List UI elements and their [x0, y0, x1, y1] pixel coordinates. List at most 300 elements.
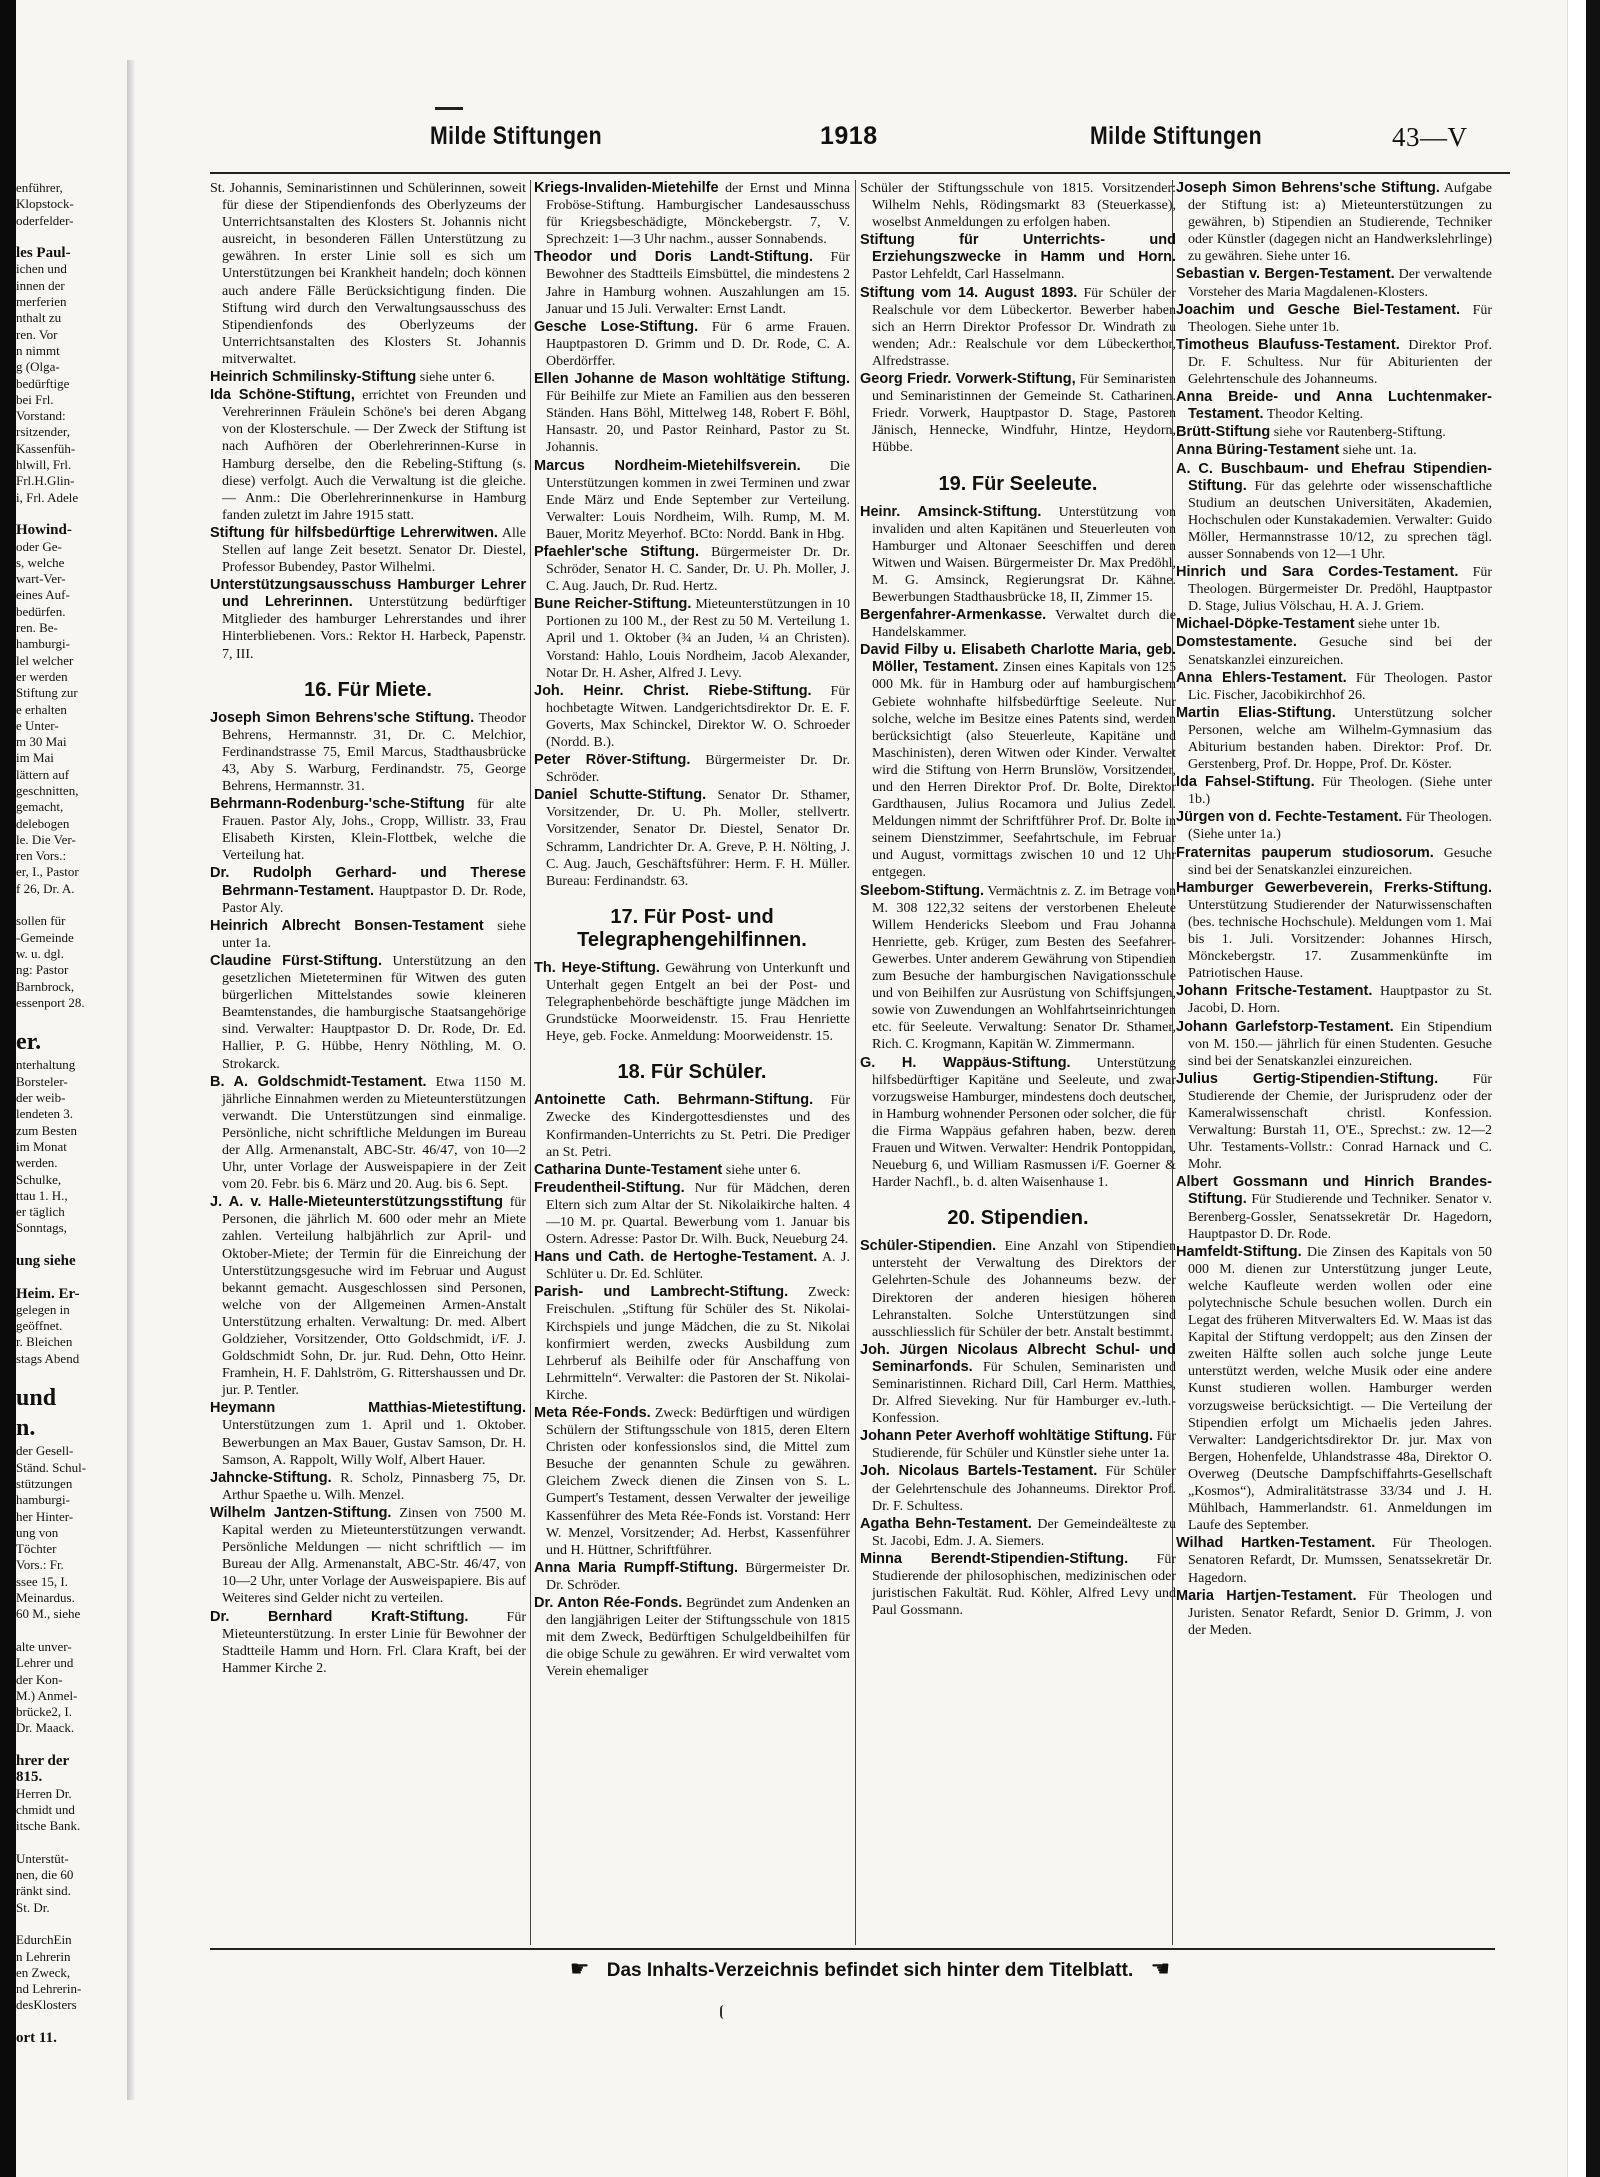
previous-page-line: er werden	[16, 668, 68, 684]
foundation-description: Ein Stipendium von M. 150.— jährlich für einen Studenten. Gesuche sind bei der Senatskanzlei einzureichen.	[1188, 1019, 1492, 1069]
previous-page-line: Unterstüt-	[16, 1850, 69, 1866]
foundation-entry	[1176, 983, 1492, 1017]
foundation-description: Die Unterstützungen kommen in zwei Terminen und zwar Ende März und Ende September zur Verteilung. Verwalter: Louis Nordheim, Wilh. Rump, M. M. Bauer, Moritz Meyerhof. BCto: Nordd. Bank in Hbg.	[546, 458, 850, 542]
previous-page-line: Ständ. Schul-	[16, 1459, 87, 1475]
foundation-entry	[1176, 705, 1492, 773]
text-column-4	[1176, 180, 1492, 1950]
foundation-name: A. C. Buschbaum- und Ehefrau Stipendien-Stiftung.	[1176, 460, 1492, 494]
foundation-name: Peter Röver-Stiftung.	[534, 752, 691, 769]
foundation-entry	[534, 1249, 850, 1283]
foundation-name: Domstestamente.	[1176, 634, 1297, 651]
column-rule	[855, 180, 856, 1945]
previous-page-line: ichen und	[16, 261, 67, 277]
foundation-entry	[534, 458, 850, 543]
foundation-entry	[534, 319, 850, 370]
previous-page-line: stützungen	[16, 1475, 73, 1491]
foundation-entry	[210, 953, 526, 1073]
previous-page-line: n nimmt	[16, 342, 60, 358]
page-number: 43—V	[1392, 122, 1468, 152]
foundation-name: Gesche Lose-Stiftung.	[534, 318, 699, 335]
foundation-description: Vermächtnis z. Z. im Betrage von M. 308 122,32 seitens der verstorbenen Eheleute Willem Hendericks Sleebom und Frau Johanna Henriette, geb. Krüger, zum Besten des Seefahrer-Gewerbes. Unter anderem Gewährung von Stipendien zum Besuche der hamburgischen Navigationsschule und von Beihilfen zur Ausrüstung von Schiffsjungen, sowie von Zuwendungen an Wohlfahrtseinrichtungen etc. für Seeleute. Verwaltung: Senator Dr. Sthamer, Rich. C. Krogmann, Kapitän W. Zimmermann.	[872, 883, 1176, 1053]
foundation-description: Die Zinsen des Kapitals von 50 000 M. dienen zur Unterstützung junger Leute, welche Kaufleute werden wollen oder eine polytechnische Schule besuchen wollen. Durch ein Legat des früheren Mitverwalters Ed. W. Maas ist das Kapital der Stiftung verdoppelt; aus den Zinsen der zweiten Hälfte sollen auch solche junge Leute unterstützt werden, welche Musik oder eine andere Kunst studieren wollen. Hamburger werden vorzugsweise berücksichtigt. — Die Verteilung der Stipendien erfolgt um Michaelis jeden Jahres. Verwalter: Landgerichtsdirektor Dr. jur. Max von Bergen, Hohenfelde, Uhlandstrasse 48a, Direktor O. Overweg (Deutsche Dampfschiffahrts-Gesellschaft „Kosmos“), Admiralitätstrasse 33/34 und J. H. Mühlbach, Hammerlandstr. 61. Anmeldungen im Laufe des September.	[1188, 1244, 1492, 1534]
foundation-entry	[534, 371, 850, 456]
previous-page-line: merferien	[16, 294, 67, 310]
foundation-description: Verwaltet durch die Handelskammer.	[872, 608, 1176, 641]
previous-page-line: e erhalten	[16, 701, 67, 717]
previous-page-line: geöffnet.	[16, 1318, 63, 1334]
previous-page-line: w. u. dgl.	[16, 945, 64, 961]
previous-page-line: Vorstand:	[16, 408, 66, 424]
foundation-name: Bergenfahrer-Armenkasse.	[860, 607, 1047, 624]
previous-page-line: er.	[16, 1029, 42, 1056]
previous-page-line: itsche Bank.	[16, 1818, 81, 1834]
footer-rule	[210, 1948, 1495, 1950]
foundation-name: Joh. Jürgen Nicolaus Albrecht Schul- und Seminarfonds.	[860, 1341, 1176, 1375]
foundation-entry	[860, 504, 1176, 607]
foundation-entry	[1176, 564, 1492, 615]
foundation-name: Antoinette Cath. Behrmann-Stiftung.	[534, 1092, 814, 1109]
foundation-entry	[210, 577, 526, 662]
foundation-description: Für Theologen. Siehe unter 1b.	[1188, 302, 1492, 335]
previous-page-line: der Kon-	[16, 1671, 63, 1687]
previous-page-line: Stiftung zur	[16, 685, 78, 701]
foundation-entry	[210, 1400, 526, 1468]
foundation-description: Pastor Lehfeldt, Carl Hasselmann.	[872, 267, 1065, 283]
foundation-entry	[1176, 1019, 1492, 1070]
foundation-name: Pfaehler'sche Stiftung.	[534, 543, 700, 560]
previous-page-line: hamburgi-	[16, 636, 70, 652]
page-header	[200, 122, 1470, 158]
foundation-description: St. Johannis, Seminaristinnen und Schülerinnen, soweit für diese der Stipendienfonds des Oberlyzeums der Unterrichtsanstalten des Klosters St. Johannis nicht ausreicht, in besonderen Fällen Unterstützung zu gewähren. In erster Linie soll es sich um Unterstützungen bei Krankheit handeln; doch können auch andere Fälle Berücksichtigung finden. Die Stiftung wird durch den Verwaltungsausschuss des Stipendienfonds des Oberlyzeums der Unterrichtsanstalten des Klosters St. Johannis mitverwaltet.	[210, 181, 526, 367]
foundation-entry	[1176, 845, 1492, 879]
footer-note: Das Inhalts-Verzeichnis befindet sich hinter dem Titelblatt.	[606, 1960, 1134, 1981]
foundation-entry	[860, 1428, 1176, 1462]
foundation-entry	[860, 1516, 1176, 1550]
section-heading: 17. Für Post- und Telegraphengehilfinnen.	[577, 905, 807, 951]
foundation-entry	[1176, 774, 1492, 808]
foundation-entry	[534, 1560, 850, 1594]
foundation-description: errichtet von Freunden und Verehrerinnen Fräulein Schöne's bei deren Abgang von der Klosterschule. — Der Zweck der Stiftung ist nach Aufhören der Oberlehrerinnen-Kurse in Hamburg derselbe, den die Rebeling-Stiftung (s. diese) verfolgt. Auch die Verwaltung ist die gleiche. — Anm.: Die Oberlehrerinnenkurse in Hamburg fanden zuletzt im Jahre 1915 statt.	[222, 388, 526, 523]
foundation-name: Sleebom-Stiftung.	[860, 882, 985, 899]
pointing-hand-right-icon: ☛	[569, 1956, 590, 1981]
previous-page-line: ttau 1. H.,	[16, 1187, 68, 1203]
foundation-entry	[534, 787, 850, 890]
foundation-name: Anna Ehlers-Testament.	[1176, 669, 1347, 686]
previous-page-line: geschnitten,	[16, 782, 79, 798]
previous-page-line: Sonntags,	[16, 1220, 67, 1236]
foundation-description: für alte Frauen. Pastor Aly, Johs., Cropp, Willistr. 33, Frau Elisabeth Kirsten, Klein-Flottbek, welche die Verteilung hat.	[222, 797, 526, 864]
foundation-name: Johann Garlefstorp-Testament.	[1176, 1018, 1394, 1035]
text-column-2	[534, 180, 850, 1950]
previous-page-line: ränkt sind.	[16, 1883, 71, 1899]
foundation-name: Johann Peter Averhoff wohltätige Stiftung.	[860, 1428, 1154, 1445]
foundation-entry	[860, 371, 1176, 456]
foundation-name: Ida Fahsel-Stiftung.	[1176, 774, 1315, 791]
foundation-description: Aufgabe der Stiftung ist: a) Mieteunterstützungen zu gewähren, b) Stipendien an Studierende, Techniker oder Künstler (dagegen nicht an Handwerkslehrlinge) zu gewähren. Siehe unter 16.	[1188, 181, 1492, 265]
previous-page-line: innen der	[16, 277, 65, 293]
previous-page-line: nen, die 60	[16, 1867, 74, 1883]
previous-page-line: ng: Pastor	[16, 962, 69, 978]
foundation-name: Heinr. Amsinck-Stiftung.	[860, 503, 1042, 520]
section-heading: 20. Stipendien.	[947, 1207, 1089, 1230]
foundation-entry	[1176, 337, 1492, 388]
foundation-name: Meta Rée-Fonds.	[534, 1405, 651, 1421]
header-rule	[210, 172, 1510, 174]
foundation-name: Hinrich und Sara Cordes-Testament.	[1176, 564, 1459, 581]
previous-page-line: alte unver-	[16, 1638, 72, 1654]
foundation-description: Bürgermeister Dr. Dr. Schröder, Senator H. C. Sander, Dr. U. Ph. Moller, J. C. Aug. Jauch, Dr. Rud. Hertz.	[546, 544, 850, 595]
foundation-description: Unterstützungen zum 1. April und 1. Oktober. Bewerbungen an Max Bauer, Gustav Samson, Dr. H. Samson, A. Rappolt, Willy Wolf, Albert Hauer.	[222, 1418, 526, 1468]
previous-page-line: M.) Anmel-	[16, 1687, 78, 1703]
foundation-description: Unterstützung solcher Personen, welche am Wilhelm-Gymnasium das Abiturium bestanden haben. Direktor: Prof. Dr. Gerstenberg, Prof. Dr. Hoppe, Prof. Dr. Köster.	[1188, 705, 1492, 773]
foundation-description: Für Theologen. Senatoren Refardt, Dr. Mumssen, Senatssekretär Dr. Hagedorn.	[1188, 1536, 1492, 1586]
foundation-name: Ellen Johanne de Mason wohltätige Stiftung.	[534, 371, 850, 388]
foundation-entry	[860, 1463, 1176, 1514]
foundation-description: Der Gemeindeälteste zu St. Jacobi, Edm. J. A. Siemers.	[872, 1516, 1176, 1549]
foundation-name: Joh. Heinr. Christ. Riebe-Stiftung.	[534, 682, 812, 699]
foundation-name: G. H. Wappäus-Stiftung.	[860, 1054, 1071, 1071]
foundation-description: Für Theologen. (Siehe unter 1b.)	[1188, 775, 1492, 808]
section-heading: 16. Für Miete.	[304, 678, 432, 701]
previous-page-line: 60 M., siehe	[16, 1606, 81, 1622]
scan-margin-right	[1567, 0, 1586, 2177]
foundation-entry	[210, 1609, 526, 1677]
previous-page-line: der weib-	[16, 1090, 66, 1106]
foundation-entry	[210, 1505, 526, 1608]
previous-page-line: -Gemeinde	[16, 929, 74, 945]
previous-page-line: m 30 Mai	[16, 734, 67, 750]
previous-page-line: lendeten 3.	[16, 1106, 74, 1122]
foundation-description: Für Schüler der Realschule vor dem Lübeckertor. Bewerber haben sich an Herrn Direktor Professor Dr. Windrath zu wenden; Adr.: Realschule vor dem Lübeckerthor, Alfredstrasse.	[872, 285, 1176, 369]
previous-page-line: ort 11.	[16, 2030, 57, 2047]
foundation-entry	[210, 865, 526, 916]
foundation-name: Freudentheil-Stiftung.	[534, 1179, 685, 1196]
foundation-description: Unterstützung Studierender der Naturwissenschaften (bes. technische Hochschule). Meldungen vom 1. Mai bis 1. Juli. Vorsitzender: Johannes Hirsch, Mönckebergstr. 17. Zusammenkünfte im Patriotischen Hause.	[1188, 897, 1492, 982]
previous-page-line	[16, 1011, 124, 1027]
previous-page-line: lel welcher	[16, 652, 74, 668]
foundation-name: Dr. Rudolph Gerhard- und Therese Behrmann-Testament.	[210, 865, 526, 899]
previous-page-line: n.	[16, 1415, 36, 1442]
foundation-description: Gewährung von Unterkunft und Unterhalt gegen Entgelt an bei der Post- und Telegraphenbehörde beschäftigte junge Mädchen im Grundstücke Moorweidenstr. 15. Frau Henriette Heye, geb. Focke. Anmeldung: Moorweidenstr. 15.	[546, 960, 850, 1045]
foundation-entry	[210, 369, 526, 386]
foundation-entry	[1176, 302, 1492, 336]
previous-page-line: und	[16, 1385, 57, 1412]
foundation-description: Für Schüler der Gelehrtenschule des Johanneums. Direktor Prof. Dr. F. Schultess.	[872, 1464, 1176, 1514]
foundation-description: Senator Dr. Sthamer, Vorsitzender, Dr. U. Ph. Moller, stellvertr. Vorsitzender, Senator Dr. Diestel, Senator Dr. Schramm, Landrichter Dr. A. Greve, P. H. Nölting, J. C. Aug. Jauch, Geschäftsführer: Herm. F. H. Müller. Bureau: Ferdinandstr. 63.	[546, 788, 850, 889]
foundation-name: Th. Heye-Stiftung.	[534, 959, 660, 976]
foundation-description: Für Beihilfe zur Miete an Familien aus den besseren Ständen. Hans Böhl, Mittelweg 148, Robert F. Böhl, Hansastr. 20, und Pastor Reinhard, Pastor zu St. Johannis.	[546, 389, 850, 456]
previous-page-line: Howind-	[16, 522, 72, 539]
previous-page-line	[16, 2014, 124, 2030]
previous-page-line: essenport 28.	[16, 994, 85, 1010]
foundation-description: Für Theologen und Juristen. Senator Refardt, Senior D. Grimm, J. von der Meden.	[1188, 1588, 1492, 1638]
foundation-description: für Personen, die jährlich M. 600 oder mehr an Miete zahlen. Verteilung halbjährlich zur April- und Oktober-Miete; der Termin für die Einreichung der Unterstützungsgesuche wird im Februar und August bekannt gemacht. Ausgeschlossen sind Personen, welche von der Allgemeinen Armen-Anstalt Unterstützung erhalten. Verwaltung: Dr. med. Albert Goldzieher, Vorsitzender, Otto Goldschmidt, i/F. J. Goldschmidt Sohn, Dr. jur. Rud. Dehn, Otto Heinr. Framhein, H. F. Dahlström, G. Rittershaussen und Dr. jur. P. Tentler.	[222, 1195, 526, 1399]
foundation-description: Für Studierende, für Schüler und Künstler siehe unter 1a.	[872, 1429, 1176, 1462]
foundation-description: Unterstützung an den gesetzlichen Mieteterminen für Witwen des guten bürgerlichen Mittelstandes sowie kleineren Beamtenstandes, die hamburgische Staatsangehörige sind. Verwalter: Hauptpastor D. Dr. Rode, Dr. Ed. Hallier, P. G. Hübbe, Henry Nöthling, M. O. Strokarck.	[222, 953, 526, 1072]
previous-page-line	[16, 1835, 124, 1851]
foundation-description: Nur für Mädchen, deren Eltern sich zum Altar der St. Nikolaikirche halten. 4—10 M. pr. Quartal. Bewerbung vom 1. Januar bis Ostern. Adresse: Pastor Dr. Wilh. Buck, Neueburg 24.	[546, 1180, 850, 1248]
foundation-name: Theodor und Doris Landt-Stiftung.	[534, 249, 813, 266]
foundation-name: Parish- und Lambrecht-Stiftung.	[534, 1284, 789, 1301]
foundation-description: Hauptpastor zu St. Jacobi, D. Horn.	[1188, 984, 1492, 1017]
foundation-description: Unterstützung hilfsbedürftiger Kapitäne und Seeleute, und zwar vorzugsweise Hamburger, mindestens doch deutscher, in Hamburg wohnender Personen oder solcher, die für die Firma Wappäus gefahren haben, bezw. deren Frauen und Witwen. Verwalter: Hendrik Pontoppidan, Neueburg 6, und William Rasmussen i/F. Goerner & Harder Nachfl., b. d. alten Waisenhause 1.	[872, 1055, 1176, 1191]
previous-page-line: Frl.H.Glin-	[16, 473, 75, 489]
foundation-entry	[534, 1180, 850, 1248]
previous-page-line: nterhaltung	[16, 1057, 76, 1073]
previous-page-line: le. Die Ver-	[16, 831, 76, 847]
foundation-description: Mieteunterstützungen in 10 Portionen zu 100 M., der Rest zu 50 M. Verteilung 1. April und 1. Oktober (¾ an Juden, ¼ an Christen). Vorstand: Hahlo, Louis Nordheim, Jacob Alexander, Notar Dr. H. Asher, Alfred J. Levy.	[546, 597, 850, 681]
previous-page-line: f 26, Dr. A.	[16, 880, 75, 896]
foundation-entry	[1176, 634, 1492, 668]
foundation-description: Für Studierende der Chemie, der Jurisprudenz oder der Kameralwissenschaft christl. Konfession. Verwaltung: Burstah 11, O'E., Sprechst.: zw. 12—2 Uhr. Testaments-Vollstr.: Conrad Harnack und C. Mohr.	[1188, 1071, 1492, 1173]
scan-edge-right	[1586, 0, 1600, 2177]
foundation-name: Stiftung für hilfsbedürftige Lehrerwitwen.	[210, 524, 498, 541]
book-gutter	[127, 60, 135, 2100]
previous-page-line: ssee 15, I.	[16, 1573, 68, 1589]
previous-page-line: Meinardus.	[16, 1590, 75, 1606]
previous-page-line: delebogen	[16, 815, 70, 831]
foundation-description: Gesuche sind bei der Senatskanzlei einzureichen.	[1188, 635, 1492, 668]
previous-page-line: r. Bleichen	[16, 1334, 73, 1350]
foundation-description: Direktor Prof. Dr. F. Schultess. Nur für Abiturienten der Gelehrtenschule des Johanneums.	[1188, 337, 1492, 388]
foundation-name: Johann Fritsche-Testament.	[1176, 983, 1373, 1000]
foundation-name: Dr. Bernhard Kraft-Stiftung.	[210, 1608, 469, 1625]
previous-page-line: les Paul-	[16, 245, 71, 262]
foundation-name: Catharina Dunte-Testament	[534, 1161, 723, 1178]
previous-page-line: Töchter	[16, 1541, 57, 1557]
foundation-entry	[1176, 1588, 1492, 1639]
foundation-name: Agatha Behn-Testament.	[860, 1515, 1032, 1532]
previous-page-line: er täglich	[16, 1204, 65, 1220]
previous-page-line	[16, 229, 124, 245]
previous-page-line: n Lehrerin	[16, 1948, 71, 1964]
foundation-description: Zweck: Bedürftigen und würdigen Schülern der Stiftungsschule von 1815, deren Eltern Christen oder konfessionslos sind, die Mittel zum Besuche der genannten Schule zu gewähren. Gleichem Zweck dienen die Zinsen von S. L. Gumpert's Testament, dessen Verwalter der jeweilige Kassenführer des Meta Rée-Fonds ist. Vorstand: Herr W. Menzel, Vorsitzender; Ad. Herbst, Kassenführer und H. Hüttner, Schriftführer.	[546, 1406, 850, 1558]
foundation-entry	[1176, 1535, 1492, 1586]
foundation-entry	[860, 180, 1176, 231]
previous-page-line: oderfelder-	[16, 212, 74, 228]
foundation-description: Bürgermeister Dr. Dr. Schröder.	[546, 753, 850, 786]
foundation-description: Für Bewohner des Stadtteils Eimsbüttel, die mindestens 2 Jahre in Hamburg wohnen. Auszahlungen am 15. Januar und 15 Juli. Verwalter: Ernst Landt.	[546, 250, 850, 317]
foundation-entry	[210, 387, 526, 524]
running-head-left: Milde Stiftungen	[430, 122, 603, 150]
foundation-description: A. J. Schlüter u. Dr. Ed. Schlüter.	[546, 1250, 850, 1283]
foundation-entry	[534, 1284, 850, 1404]
previous-page-line	[16, 1269, 124, 1285]
page-footer	[420, 1956, 1320, 1982]
foundation-entry	[534, 249, 850, 317]
previous-page-line: i, Frl. Adele	[16, 489, 79, 505]
foundation-description: Bürgermeister Dr. Dr. Schröder.	[546, 1560, 850, 1593]
foundation-entry	[534, 1405, 850, 1559]
foundation-entry	[1176, 461, 1492, 564]
previous-page-line: im Mai	[16, 750, 54, 766]
foundation-description: siehe unter 6.	[725, 1162, 801, 1178]
foundation-description: Für das gelehrte oder wissenschaftliche Studium an deutschen Universitäten, Akademien, Hochschulen oder Kunstakademien. Verwalter: Guido Möller, Hermannstrasse 10/12, zu sprechen tägl. ausser Sonnabends von 12—1 Uhr.	[1188, 478, 1492, 562]
foundation-entry	[860, 883, 1176, 1054]
foundation-name: B. A. Goldschmidt-Testament.	[210, 1073, 427, 1090]
scan-speck	[720, 2005, 732, 2019]
foundation-name: Joseph Simon Behrens'sche Stiftung.	[1176, 180, 1440, 196]
foundation-name: Georg Friedr. Vorwerk-Stiftung,	[860, 371, 1076, 388]
foundation-name: Heinrich Albrecht Bonsen-Testament	[210, 917, 484, 934]
foundation-entry	[1176, 880, 1492, 983]
foundation-description: Der verwaltende Vorsteher des Maria Magdalenen-Klosters.	[1188, 267, 1492, 300]
previous-page-line: oder Ge-	[16, 538, 62, 554]
foundation-name: Maria Hartjen-Testament.	[1176, 1587, 1357, 1604]
foundation-description: siehe unt. 1a.	[1342, 443, 1417, 459]
foundation-description: Theodor Kelting.	[1266, 407, 1364, 423]
previous-page-line: Kassenfüh-	[16, 440, 76, 456]
previous-page-line	[16, 1916, 124, 1932]
foundation-entry	[1176, 266, 1492, 300]
scan-edge-left	[0, 0, 16, 2177]
foundation-description: Für Theologen. (Siehe unter 1a.)	[1188, 810, 1492, 843]
previous-page-line: her Hinter-	[16, 1508, 74, 1524]
previous-page-line: nthalt zu	[16, 310, 62, 326]
foundation-entry	[860, 285, 1176, 370]
previous-page-line: bedürftige	[16, 375, 70, 391]
foundation-name: Marcus Nordheim-Mietehilfsverein.	[534, 457, 801, 474]
previous-page-strip	[16, 180, 124, 2080]
foundation-description: Für Studierende und Techniker. Senator v. Berenberg-Gossler, Senatssekretär Dr. Hagedorn, Hauptpastor D. Dr. Rode.	[1188, 1192, 1492, 1242]
foundation-description: Unterstützung von invaliden und alten Kapitänen und Steuerleuten von Hamburger und Altonaer Seeschiffen und deren Witwen und Waisen. Bürgermeister Dr. Max Predöhl, M. G. Amsinck, Regierungsrat Dr. Kähne. Bewerbungen Stadthausbrücke 18, II, Zimmer 15.	[872, 504, 1176, 605]
foundation-name: Heymann Matthias-Mietestiftung.	[210, 1400, 526, 1417]
foundation-name: Albert Gossmann und Hinrich Brandes-Stiftung.	[1176, 1174, 1492, 1208]
foundation-entry	[210, 1194, 526, 1399]
foundation-name: Anna Büring-Testament	[1176, 442, 1340, 459]
foundation-entry	[210, 710, 526, 795]
previous-page-line: eines Auf-	[16, 587, 70, 603]
foundation-name: Heinrich Schmilinsky-Stiftung	[210, 369, 417, 386]
previous-page-line: ung siehe	[16, 1253, 76, 1269]
foundation-description: Für Theologen. Bürgermeister Dr. Predöhl, Hauptpastor D. Stage, Julius Völschau, H. A. J. Griem.	[1188, 565, 1492, 615]
foundation-name: Julius Gertig-Stipendien-Stiftung.	[1176, 1070, 1439, 1087]
foundation-name: Fraternitas pauperum studiosorum.	[1176, 844, 1434, 861]
previous-page-line: gelegen in	[16, 1301, 70, 1317]
previous-page-line: brücke2, I.	[16, 1704, 72, 1720]
foundation-name: Wilhad Hartken-Testament.	[1176, 1535, 1376, 1552]
foundation-entry	[210, 1470, 526, 1504]
foundation-entry	[534, 180, 850, 248]
foundation-description: Für 6 arme Frauen. Hauptpastoren D. Grimm und D. Dr. Rode, C. A. Oberdörffer.	[546, 319, 850, 369]
previous-page-line	[16, 506, 124, 522]
previous-page-line: nd Lehrerin-	[16, 1981, 82, 1997]
foundation-entry	[534, 1595, 850, 1680]
previous-page-line: St. Dr.	[16, 1899, 50, 1915]
previous-page-line: g (Olga-	[16, 359, 60, 375]
foundation-description: Unterstützung bedürftiger Mitglieder des hamburger Lehrerstandes und ihrer Hinterbliebenen. Vors.: Rektor H. Harbeck, Papenstr. 7, III.	[222, 595, 526, 662]
previous-page-line: hrer der	[16, 1753, 70, 1770]
previous-page-line	[16, 1237, 124, 1253]
foundation-entry	[1176, 670, 1492, 704]
previous-page-line: Schulke,	[16, 1171, 62, 1187]
foundation-description: siehe unter 6.	[419, 370, 495, 386]
foundation-description: Für hochbetagte Witwen. Landgerichtsdirektor Dr. E. F. Goverts, Max Schinckel, Direktor W. O. Schroeder (Nordd. B.).	[546, 683, 850, 750]
foundation-entry	[1176, 180, 1492, 265]
foundation-description: Für Studierende der philosophischen, medizinischen oder juristischen Fakultät. Rud. Köhler, Alfred Levy und Paul Gossmann.	[872, 1551, 1176, 1619]
foundation-description: Für Zwecke des Kindergottesdienstes und des Konfirmanden-Unterrichts zu St. Petri. Die Prediger an St. Petri.	[546, 1093, 850, 1160]
previous-page-line: s, welche	[16, 554, 65, 570]
foundation-entry	[1176, 389, 1492, 423]
foundation-name: J. A. v. Halle-Mieteunterstützungsstiftung	[210, 1194, 504, 1211]
foundation-name: Ida Schöne-Stiftung,	[210, 387, 355, 404]
previous-page-line: lättern auf	[16, 766, 70, 782]
section-heading: 19. Für Seeleute.	[938, 472, 1098, 495]
previous-page-line: stags Abend	[16, 1350, 80, 1366]
running-head-year: 1918	[820, 122, 878, 150]
foundation-entry	[534, 752, 850, 786]
foundation-name: Joseph Simon Behrens'sche Stiftung.	[210, 709, 475, 726]
foundation-description: Hauptpastor D. Dr. Rode, Pastor Aly.	[222, 883, 526, 916]
foundation-name: Martin Elias-Stiftung.	[1176, 704, 1336, 721]
previous-page-line: bei Frl.	[16, 391, 54, 407]
foundation-description: Zinsen eines Kapitals von 125 000 Mk. für in Hamburg oder auf hamburgischem Gebiete wohnhafte hilfsbedürftige Seeleute. Nur solche, welche im Besitze eines Patents sind, werden berücksichtigt (also Steuerleute, Kapitäne und Maschinisten), deren Witwen oder Kinder. Verwaltet wird die Stiftung von Herrn Brunslöw, Vorsitzender, und den Herren Direktor Prof. Dr. Bolte, Direktor Gardthausen, Julius Rocamora und Julius Zedel. Meldungen nimmt der Schriftführer Prof. Dr. Bolte in seinem Dienstzimmer, Seefahrtschule, im Februar und August, vormittags zwischen 10 und 12 Uhr entgegen.	[872, 660, 1176, 881]
foundation-description: Eine Anzahl von Stipendien untersteht der Verwaltung des Direktors der Gelehrten-Schule des Johanneums bezw. der Direktoren der anderen hiesigen höheren Lehranstalten. Solche Unterstützungen sind ausschliesslich für Schüler der betr. Anstalt bestimmt.	[872, 1239, 1176, 1340]
previous-page-line: Vors.: Fr.	[16, 1557, 64, 1573]
foundation-entry	[860, 1551, 1176, 1619]
previous-page-line: chmidt und	[16, 1801, 75, 1817]
previous-page-line: er, I., Pastor	[16, 864, 79, 880]
foundation-description: siehe unter 1a.	[222, 918, 526, 951]
section-heading: 18. Für Schüler.	[617, 1061, 767, 1084]
foundation-entry	[1176, 424, 1492, 441]
previous-page-line	[16, 1367, 124, 1383]
foundation-name: Daniel Schutte-Stiftung.	[534, 787, 707, 804]
text-column-3	[860, 180, 1176, 1950]
foundation-name: Schüler-Stipendien.	[860, 1238, 997, 1255]
previous-page-line: desKlosters	[16, 1997, 77, 2013]
foundation-entry	[210, 180, 526, 368]
foundation-name: Hamfeldt-Stiftung.	[1176, 1243, 1302, 1260]
previous-page-line: ren. Vor	[16, 326, 58, 342]
running-head-right: Milde Stiftungen	[1090, 122, 1263, 150]
previous-page-line	[16, 897, 124, 913]
previous-page-line: 815.	[16, 1769, 43, 1786]
previous-page-line: im Monat	[16, 1138, 67, 1154]
foundation-name: Hamburger Gewerbeverein, Frerks-Stiftung.	[1176, 879, 1492, 896]
previous-page-line	[16, 1737, 124, 1753]
previous-page-line: Barnbrock,	[16, 978, 75, 994]
foundation-description: siehe vor Rautenberg-Stiftung.	[1273, 425, 1446, 441]
foundation-description: R. Scholz, Pinnasberg 75, Dr. Arthur Spaethe u. Wilh. Menzel.	[222, 1470, 526, 1503]
foundation-name: Bune Reicher-Stiftung.	[534, 596, 692, 613]
text-column-1	[210, 180, 526, 1950]
previous-page-line: EdurchEin	[16, 1932, 72, 1948]
foundation-entry	[860, 1055, 1176, 1192]
previous-page-line: enführer,	[16, 180, 63, 195]
foundation-name: Anna Breide- und Anna Luchtenmaker-Testament.	[1176, 389, 1492, 423]
foundation-name: Joh. Nicolaus Bartels-Testament.	[860, 1463, 1098, 1480]
previous-page-line: en Zweck,	[16, 1964, 71, 1980]
foundation-name: Hans und Cath. de Hertoghe-Testament.	[534, 1249, 818, 1266]
previous-page-line: Herren Dr.	[16, 1785, 72, 1801]
foundation-entry	[210, 918, 526, 952]
previous-page-line: zum Besten	[16, 1122, 78, 1138]
foundation-entry	[1176, 1071, 1492, 1174]
foundation-description: Theodor Behrens, Hermannstr. 31, Dr. C. Melchior, Ferdinandstrasse 75, Emil Marcus, Stadthausbrücke 43, Aby S. Warburg, Ferdinandstr. 75, George Behrens, Hermannstr. 31.	[222, 710, 526, 794]
previous-page-line: Heim. Er-	[16, 1285, 80, 1302]
foundation-description: Etwa 1150 M. jährliche Einnahmen werden zu Mieteunterstützungen verwandt. Die Unterstützungen sind einmalige. Persönliche, nicht schriftliche Meldungen im Bureau der Allg. Armenanstalt, ABC-Str. 46/47, von 10—2 Uhr, unter Vorlage der Ausweispapiere in der Zeit vom 20. Febr. bis 6. März und 20. Aug. bis 6. Sept.	[222, 1074, 526, 1193]
foundation-description: Für Theologen. Pastor Lic. Fischer, Jacobikirchhof 26.	[1188, 670, 1492, 703]
foundation-description: der Ernst und Minna Froböse-Stiftung. Hamburgischer Landesausschuss für Kriegsbeschädigte, Mönckebergstr. 7, V. Sprechzeit: 1—3 Uhr nachm., ausser Sonnabends.	[546, 181, 850, 248]
foundation-description: Alle Stellen auf lange Zeit besetzt. Senator Dr. Diestel, Professor Bubendey, Pastor Wilhelmi.	[222, 525, 526, 576]
previous-page-line: wart-Ver-	[16, 571, 66, 587]
foundation-entry	[210, 796, 526, 864]
foundation-name: Michael-Döpke-Testament	[1176, 616, 1355, 633]
foundation-entry	[534, 1162, 850, 1179]
previous-page-line: Borsteler-	[16, 1073, 68, 1089]
previous-page-line: hamburgi-	[16, 1492, 70, 1508]
